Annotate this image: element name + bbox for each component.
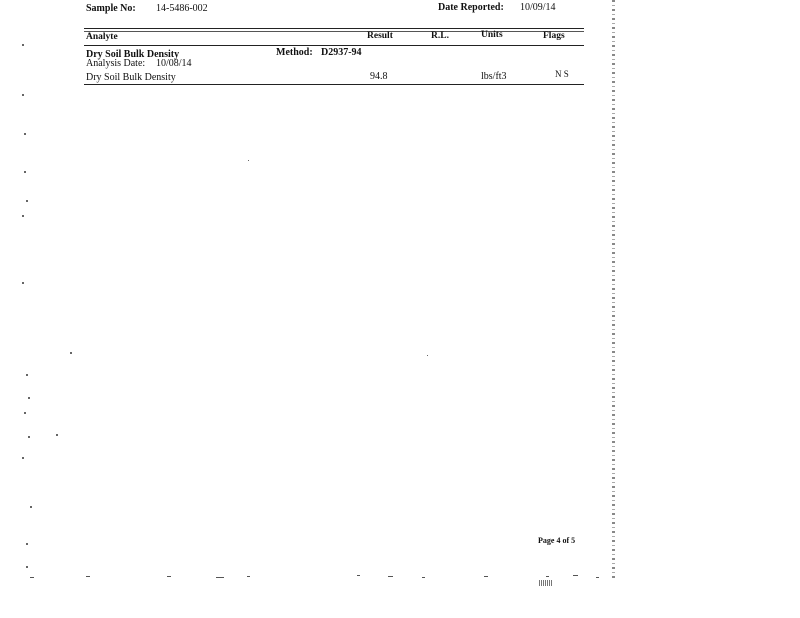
row-units: lbs/ft3 <box>481 71 507 82</box>
method-value: D2937-94 <box>321 47 362 58</box>
column-header-analyte: Analyte <box>86 32 118 42</box>
scan-edge-right <box>612 0 615 580</box>
row-result: 94.8 <box>370 71 388 82</box>
date-reported-value: 10/09/14 <box>520 2 556 13</box>
date-reported-label: Date Reported: <box>438 2 504 13</box>
method-label: Method: <box>276 47 313 58</box>
table-top-rule-secondary <box>84 31 584 32</box>
test-name: Dry Soil Bulk Density <box>86 49 180 60</box>
column-header-rl: R.L. <box>431 31 449 41</box>
column-header-result: Result <box>367 31 393 41</box>
page-number: Page 4 of 5 <box>538 536 576 545</box>
column-header-flags: Flags <box>543 31 565 41</box>
sample-number-label: Sample No: <box>86 3 136 14</box>
row-flags: N S <box>555 69 569 79</box>
scan-stamp-mark <box>539 580 552 586</box>
row-analyte: Dry Soil Bulk Density <box>86 72 176 83</box>
analysis-date-value: 10/08/14 <box>156 58 192 69</box>
table-bottom-rule <box>84 84 584 85</box>
analysis-date-label: Analysis Date: <box>86 58 146 69</box>
column-header-units: Units <box>481 30 503 40</box>
header-bottom-rule <box>84 45 584 46</box>
sample-number-value: 14-5486-002 <box>156 3 208 14</box>
table-top-rule <box>84 28 584 29</box>
